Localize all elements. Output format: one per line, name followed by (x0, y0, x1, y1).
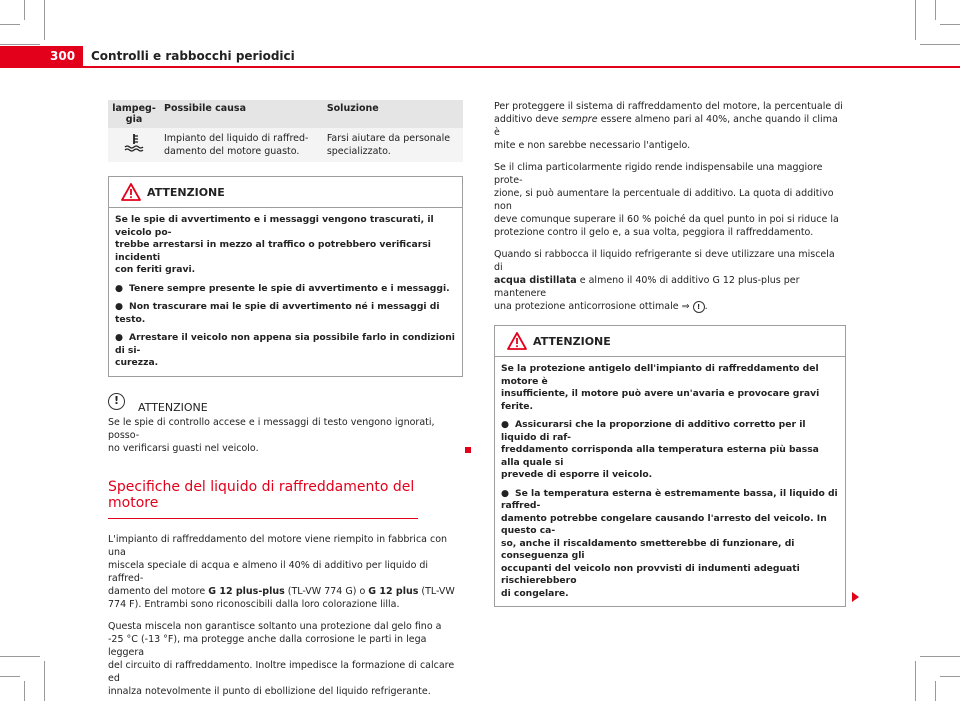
warning-reference-icon[interactable]: ! (693, 301, 705, 313)
warning-body (495, 357, 845, 606)
crop-mark (940, 676, 960, 677)
bullet-marker: ● (501, 487, 510, 499)
text-run: Per proteggere il sistema di raffreddamento del motore, la percentuale di additivo deve (494, 101, 843, 125)
section-title: Specifiche del liquido di raffreddamento del motore (108, 479, 418, 519)
warning-bullet (115, 332, 457, 370)
text-run: L'impianto di raffreddamento del motore viene riempito in fabbrica con una miscela speciale di acqua e almeno il 40% di additivo per liquido di raffred- damento del motore (108, 533, 448, 597)
right-paragraph: Se il clima particolarmente rigido rende indispensabile una maggiore prote- zione, si può aumentare la percentuale di additivo. La quota di additivo non deve comunque superare il 60 % poiché da quel punto in poi si riduce la protezione contro il gelo e, a sua volta, peggiora il raffreddamento. (494, 162, 839, 238)
note-block (108, 393, 463, 455)
text-run: Quando si rabbocca il liquido refrigerante si deve utilizzare una miscela di (494, 249, 835, 273)
warning-bullet-text: Arrestare il veicolo non appena sia possibile farlo in condizioni di si- curezza. (115, 332, 455, 368)
warning-triangle-icon (507, 332, 527, 350)
lamp-cell (108, 128, 160, 162)
right-paragraph (494, 100, 846, 152)
crop-mark (0, 24, 20, 25)
crop-mark (24, 681, 25, 701)
note-title: ATTENZIONE (138, 400, 208, 414)
product-name: G 12 plus (368, 585, 419, 597)
warning-bullet-text: Tenere sempre presente le spie di avvertimento e i messaggi. (129, 282, 450, 294)
page-title: Controlli e rabbocchi periodici (91, 49, 295, 63)
text-run: (TL-VW 774 F). Entrambi sono riconoscibili dalla loro colorazione lilla. (108, 585, 455, 610)
bullet-marker: ● (115, 282, 124, 294)
crop-mark (920, 656, 960, 657)
warning-bullet (115, 301, 457, 326)
warning-body (109, 208, 462, 376)
warning-box (494, 325, 846, 607)
text-run: essere almeno pari al 40%, anche quando il clima è mite e non sarebbe necessario l'antigelo. (494, 114, 838, 151)
crop-mark (935, 0, 936, 20)
text-run: (TL-VW 774 G) o (284, 585, 369, 597)
warning-title: ATTENZIONE (533, 335, 611, 348)
crop-mark (915, 0, 916, 40)
warning-triangle-icon (121, 183, 141, 201)
warning-bullet (501, 488, 840, 601)
crop-mark (24, 0, 25, 20)
solution-cell: Farsi aiutare da personale specializzato. (323, 128, 463, 162)
table-row (108, 128, 463, 162)
coolant-temperature-icon (122, 132, 146, 152)
emphasis-text: acqua distillata (494, 275, 577, 286)
crop-mark (915, 661, 916, 701)
cause-cell: Impianto del liquido di raffred- damento del motore guasto. (160, 128, 323, 162)
warning-bullet-text: Se la temperatura esterna è estremamente bassa, il liquido di raffred- damento potrebbe congelare causando l'arresto del veicolo. In questo ca- so, anche il riscaldamento smetterebbe di funzionare, di conseguenza gli occupanti del veicolo non provvisti di indumenti adeguati rischierebbero di congelare. (501, 487, 838, 599)
crop-mark (935, 681, 936, 701)
crop-mark (44, 0, 45, 40)
bullet-marker: ● (115, 332, 124, 343)
continue-arrow-icon (852, 592, 859, 602)
right-column (494, 100, 846, 607)
warning-title: ATTENZIONE (147, 186, 225, 199)
warning-intro: Se la protezione antigelo dell'impianto di raffreddamento del motore è insufficiente, il motore può avere un'avaria e provocare gravi ferite. (501, 363, 820, 412)
text-run: . (704, 301, 708, 312)
warning-header (109, 177, 462, 208)
warning-header (495, 326, 845, 357)
bullet-marker: ● (115, 301, 124, 312)
crop-mark (0, 656, 40, 657)
text-run: e almeno il 40% di additivo G 12 plus-plus per mantenere una protezione anticorrosione ottimale ⇒ (494, 275, 800, 312)
section-paragraph: Questa miscela non garantisce soltanto una protezione dal gelo fino a -25 °C (-13 °F), ma protegge anche dalla corrosione le parti in lega leggera del circuito di raffreddamento. Inoltre impedisce la formazione di calcare ed innalza notevolmente il punto di ebollizione del liquido refrigerante. (108, 620, 455, 697)
page-number: 300 (50, 49, 76, 63)
warning-intro: Se le spie di avvertimento e i messaggi vengono trascurati, il veicolo po- trebbe arrestarsi in mezzo al traffico o potrebbero verificarsi incidenti con feriti gravi. (115, 214, 434, 275)
crop-mark (0, 44, 40, 45)
right-paragraph (494, 248, 846, 313)
warning-bullet-text: Non trascurare mai le spie di avvertimento né i messaggi di testo. (115, 301, 440, 325)
note-text: Se le spie di controllo accese e i messaggi di testo vengono ignorati, posso- no verificarsi guasti nel veicolo. (108, 416, 435, 454)
crop-mark (0, 676, 20, 677)
warning-bullet (501, 419, 840, 482)
warning-bullet-text: Assicurarsi che la proporzione di additivo corretto per il liquido di raf- freddamento corrisponda alla temperatura esterna più bassa alla quale si prevede di esporre il veicolo. (501, 419, 819, 480)
warning-bullet (115, 283, 457, 296)
column-header-cause: Possibile causa (160, 100, 323, 128)
product-name: G 12 plus-plus (208, 585, 285, 597)
table-header-row (108, 100, 463, 128)
crop-mark (44, 661, 45, 701)
section-paragraph (108, 533, 463, 611)
emphasis-text: sempre (561, 114, 598, 125)
bullet-marker: ● (501, 419, 510, 430)
crop-mark (940, 24, 960, 25)
column-header-solution: Soluzione (323, 100, 463, 128)
header-rule (83, 66, 960, 68)
crop-mark (920, 44, 960, 45)
end-of-section-marker (465, 447, 471, 453)
coolant-spec-section (108, 479, 463, 698)
warning-lamp-table (108, 100, 463, 162)
left-column (108, 100, 463, 707)
warning-box (108, 176, 463, 377)
exclamation-circle-icon: ! (108, 393, 125, 410)
column-header-lamp: lampeg- gia (108, 100, 160, 128)
